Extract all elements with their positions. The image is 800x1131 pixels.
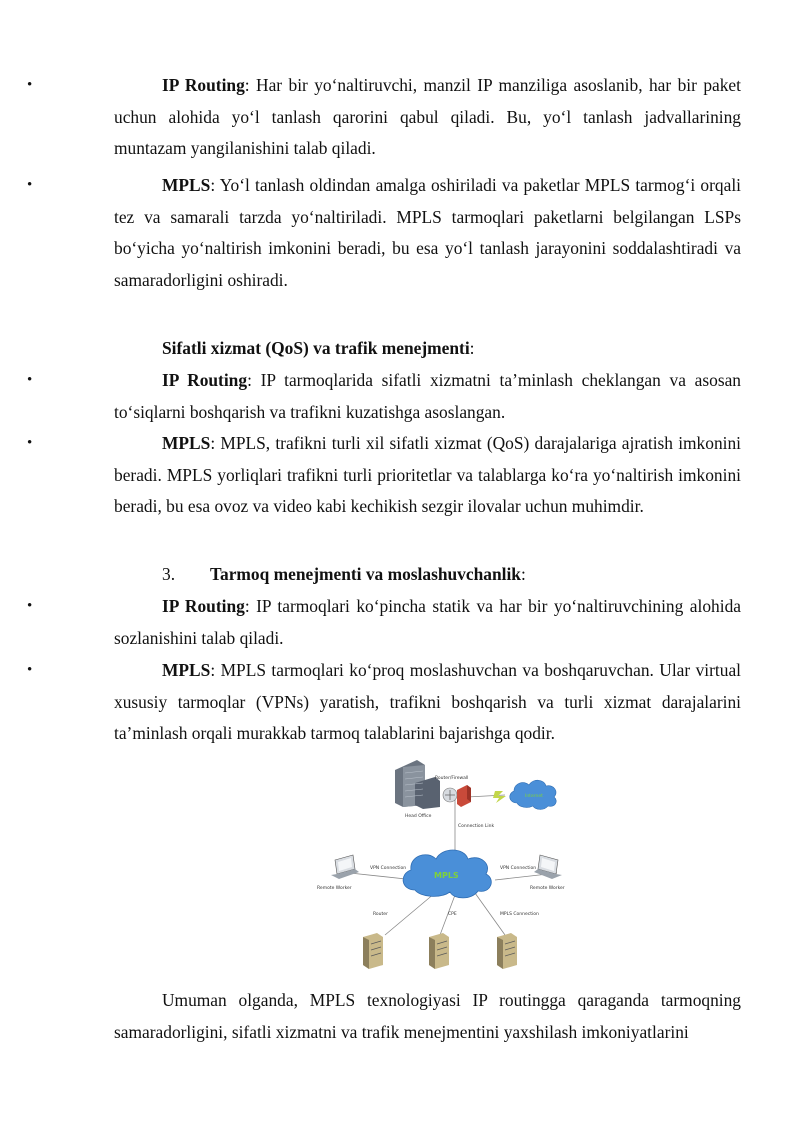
internet-label: Internet	[525, 794, 543, 799]
server-icon	[497, 933, 517, 969]
building-icon	[395, 760, 440, 809]
bullet-text: : IP tarmoqlarida sifatli xizmatni ta’minlash cheklangan va asosan to‘siqlarni boshqarish va trafikni kuzatishga asoslangan.	[114, 370, 741, 422]
link-label-2: CPE	[448, 912, 457, 917]
bullet-text: : Har bir yo‘naltiruvchi, manzil IP manziliga asoslanib, har bir paket uchun alohida yo‘l tanlash qarorini qabul qiladi. Bu, yo‘l tanlash jadvallarining muntazam yangilanishini talab qiladi.	[114, 75, 741, 158]
bullet-ip-routing-3	[27, 591, 741, 654]
mpls-cloud-icon	[403, 850, 491, 898]
bullet-dot: •	[27, 177, 33, 193]
remote-worker-left-label: Remote Worker	[317, 886, 352, 891]
section-heading-title: Tarmoq menejmenti va moslashuvchanlik:	[210, 564, 526, 584]
vpn-right-label: VPN Connection	[500, 866, 537, 871]
server-icon	[429, 933, 449, 969]
bullet-mpls-1	[27, 170, 741, 296]
bullet-dot: •	[27, 77, 33, 93]
bullet-dot: •	[27, 598, 33, 614]
bullet-ip-routing-2	[27, 365, 741, 428]
bullet-ip-routing-1	[27, 70, 741, 165]
server-icon	[363, 933, 383, 969]
section-number: 3.	[162, 564, 176, 584]
conclusion-paragraph	[114, 985, 741, 1048]
router-label: Router/Firewall	[435, 776, 469, 781]
term-mpls: MPLS	[162, 660, 211, 680]
term-ip-routing: IP Routing	[162, 370, 248, 390]
section-heading-qos: Sifatli xizmat (QoS) va trafik menejmenti:	[162, 338, 475, 358]
term-mpls: MPLS	[162, 433, 211, 453]
connection-label: Connection Link	[458, 824, 495, 829]
mpls-label: MPLS	[434, 871, 459, 880]
laptop-icon	[331, 855, 359, 879]
bullet-dot: •	[27, 435, 33, 451]
section-heading-network-management	[162, 559, 175, 591]
bullet-text: : MPLS tarmoqlari ko‘proq moslashuvchan va boshqaruvchan. Ular virtual xususiy tarmoqlar (VPNs) yaratish, trafikni boshqarish va turli xizmat darajalarini ta’minlash orqali murakkab tarmoq talablarini bajarishga qodir.	[114, 660, 741, 743]
bullet-text: : IP tarmoqlari ko‘pincha statik va har bir yo‘naltiruvchining alohida sozlanishini talab qiladi.	[114, 596, 741, 648]
link-label-3: MPLS Connection	[500, 912, 539, 917]
bullet-mpls-2	[27, 428, 741, 523]
bullet-dot: •	[27, 372, 33, 388]
bullet-mpls-3	[27, 655, 741, 750]
head-office-label: Head Office	[405, 814, 432, 819]
mpls-network-diagram	[305, 755, 587, 977]
bullet-dot: •	[27, 662, 33, 678]
internet-cloud-icon	[510, 780, 557, 809]
router-icon	[443, 788, 457, 802]
remote-worker-right-label: Remote Worker	[530, 886, 565, 891]
vpn-left-label: VPN Connection	[370, 866, 407, 871]
bullet-text: : Yo‘l tanlash oldindan amalga oshiriladi va paketlar MPLS tarmog‘i orqali tez va samarali tarzda yo‘naltiriladi. MPLS tarmoqlari paketlarni belgilangan LSPs bo‘yicha yo‘naltirish imkonini beradi, bu esa yo‘l tanlash jarayonini soddalashtiradi va samaradorligini oshiradi.	[114, 175, 741, 290]
bullet-text: : MPLS, trafikni turli xil sifatli xizmat (QoS) darajalariga ajratish imkonini beradi. MPLS yorliqlari trafikni turli prioritetlar va talablarga ko‘ra yo‘naltirish imkonini beradi, bu esa ovoz va video kabi kechikish sezgir ilovalar uchun muhimdir.	[114, 433, 741, 516]
term-ip-routing: IP Routing	[162, 596, 245, 616]
lightning-icon	[493, 791, 506, 803]
link-label-1: Router	[373, 912, 388, 917]
conclusion-text: Umuman olganda, MPLS texnologiyasi IP routingga qaraganda tarmoqning samaradorligini, sifatli xizmatni va trafik menejmentini yaxshilash imkoniyatlarini	[114, 990, 741, 1042]
firewall-icon	[457, 785, 471, 807]
term-mpls: MPLS	[162, 175, 211, 195]
term-ip-routing: IP Routing	[162, 75, 245, 95]
